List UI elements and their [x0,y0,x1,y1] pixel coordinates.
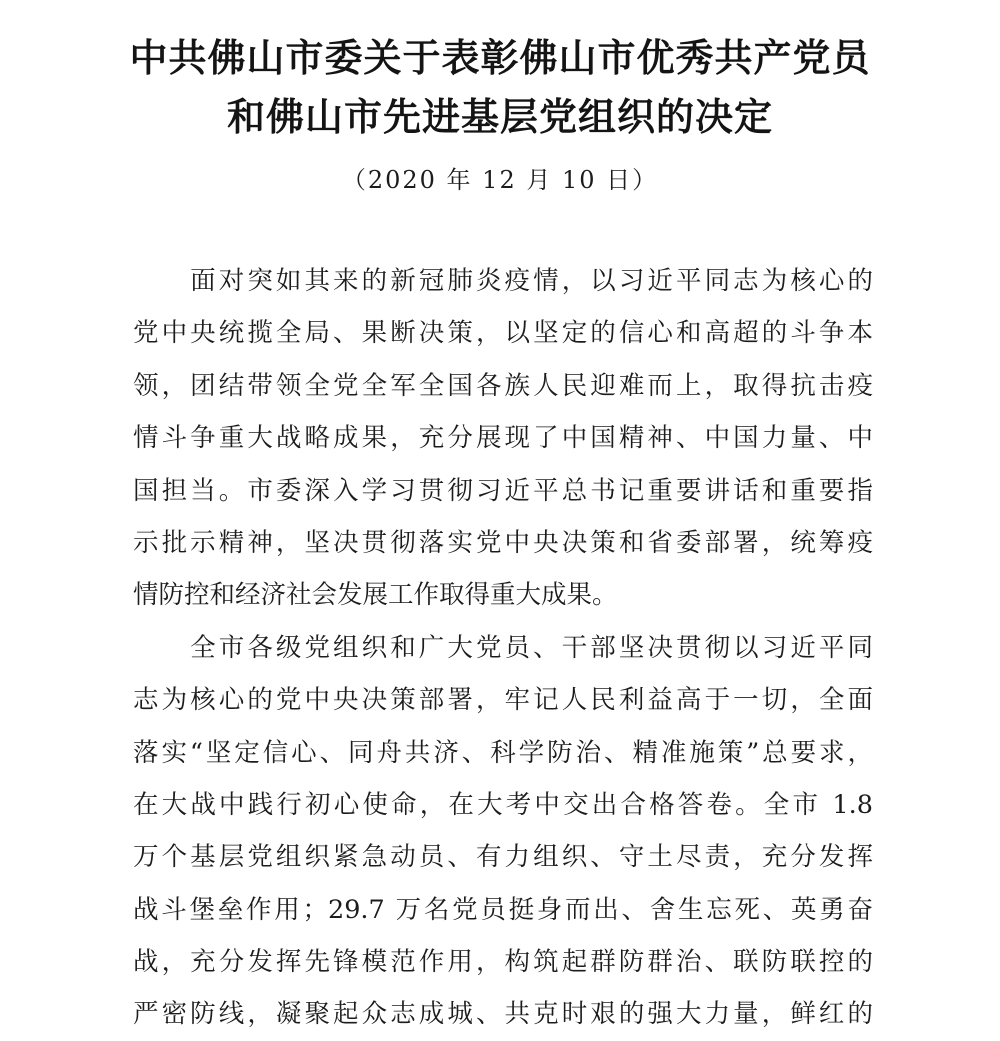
body-line: 国担当。市委深入学习贯彻习近平总书记重要讲话和重要指 [133,475,873,506]
body-line: 战斗堡垒作用；29.7 万名党员挺身而出、舍生忘死、英勇奋 [133,894,873,925]
document-body [133,255,873,1041]
body-line: 情防控和经济社会发展工作取得重大成果。 [133,580,618,611]
body-line: 情斗争重大战略成果，充分展现了中国精神、中国力量、中 [133,423,873,454]
document-date: （2020 年 12 月 10 日） [341,166,659,194]
body-line: 万个基层党组织紧急动员、有力组织、守土尽责，充分发挥 [133,842,873,873]
body-line: 志为核心的党中央决策部署，牢记人民利益高于一切，全面 [133,685,873,716]
body-line: 面对突如其来的新冠肺炎疫情，以习近平同志为核心的 [133,266,873,296]
document-title-line-2: 和佛山市先进基层党组织的决定 [226,95,773,139]
body-line: 全市各级党组织和广大党员、干部坚决贯彻以习近平同 [133,632,873,663]
body-line: 在大战中践行初心使命，在大考中交出合格答卷。全市 1.8 [133,789,873,820]
body-line: 落实“坚定信心、同舟共济、科学防治、精准施策”总要求， [133,737,873,768]
body-line: 战，充分发挥先锋模范作用，构筑起群防群治、联防联控的 [133,947,873,978]
body-line: 严密防线，凝聚起众志成城、共克时艰的强大力量，鲜红的 [133,999,873,1030]
body-line: 党中央统揽全局、果断决策，以坚定的信心和高超的斗争本 [133,318,873,349]
body-line: 领，团结带领全党全军全国各族人民迎难而上，取得抗击疫 [133,370,873,401]
document-title-line-1: 中共佛山市委关于表彰佛山市优秀共产党员 [129,36,871,80]
body-line: 示批示精神，坚决贯彻落实党中央决策和省委部署，统筹疫 [133,527,873,558]
